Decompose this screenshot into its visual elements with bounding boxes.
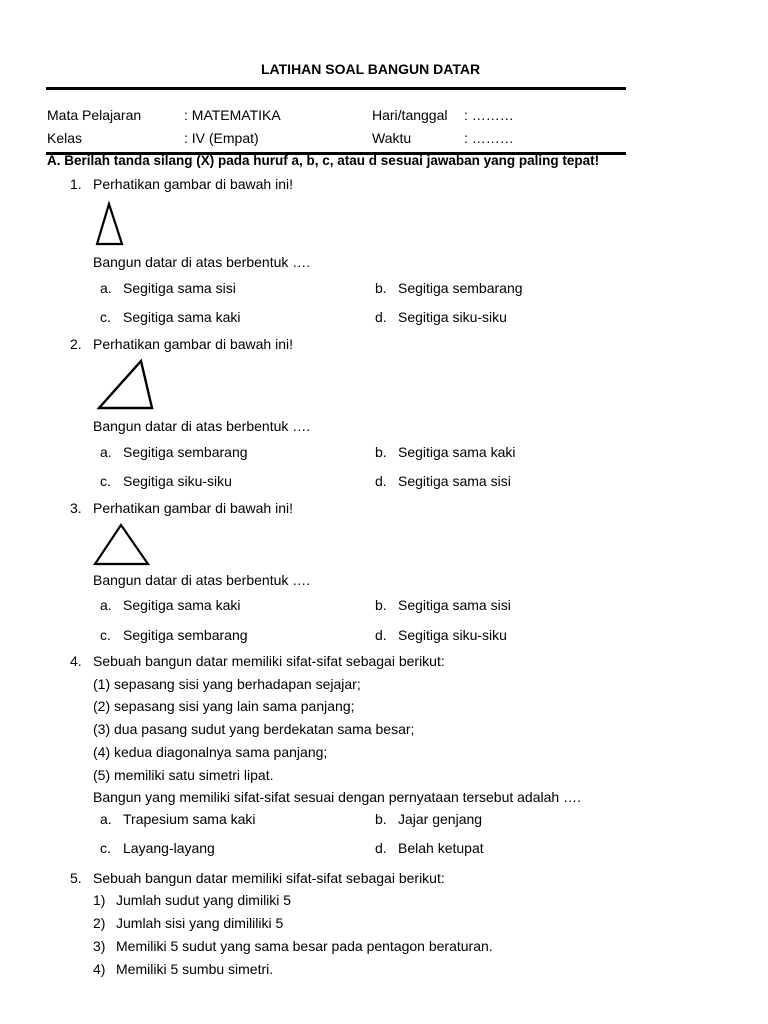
q4-stem: Bangun yang memiliki sifat-sifat sesuai dengan pernyataan tersebut adalah …. [93,789,581,805]
q3-option-c-letter[interactable]: c. [100,627,111,643]
q3-triangle-figure [93,523,151,567]
q1-option-d[interactable]: Segitiga siku-siku [398,309,507,325]
q4-option-c-letter[interactable]: c. [100,840,111,856]
section-a-instruction: A. Berilah tanda silang (X) pada huruf a, b, c, atau d sesuai jawaban yang paling tepat! [47,153,600,168]
q2-stem: Bangun datar di atas berbentuk …. [93,418,311,434]
q3-stem: Bangun datar di atas berbentuk …. [93,572,311,588]
q4-option-a-letter[interactable]: a. [100,811,112,827]
q5-property-number: 1) [93,892,106,908]
q5-property-number: 3) [93,938,106,954]
q5-property: Jumlah sudut yang dimiliki 5 [116,892,292,908]
q2-option-d-letter[interactable]: d. [375,473,387,489]
q3-option-c[interactable]: Segitiga sembarang [123,627,248,643]
q1-option-a[interactable]: Segitiga sama sisi [123,280,236,296]
q5-property-number: 4) [93,961,106,977]
q1-option-a-letter[interactable]: a. [100,280,112,296]
q4-number: 4. [70,653,82,669]
q2-text: Perhatikan gambar di bawah ini! [93,336,294,352]
q2-triangle-figure [97,359,155,411]
subject-value: : MATEMATIKA [184,107,281,123]
q5-property: Jumlah sisi yang dimililiki 5 [116,915,284,931]
q2-option-a-letter[interactable]: a. [100,444,112,460]
q2-option-c[interactable]: Segitiga siku-siku [123,473,232,489]
q1-option-b-letter[interactable]: b. [375,280,387,296]
q2-number: 2. [70,336,82,352]
q2-option-c-letter[interactable]: c. [100,473,111,489]
title-underline [46,87,626,90]
q4-property: (4) kedua diagonalnya sama panjang; [93,744,328,760]
q1-stem: Bangun datar di atas berbentuk …. [93,254,311,270]
q2-option-b-letter[interactable]: b. [375,444,387,460]
q4-option-d[interactable]: Belah ketupat [398,840,484,856]
q4-property: (5) memiliki satu simetri lipat. [93,767,274,783]
q3-option-d-letter[interactable]: d. [375,627,387,643]
q4-property: (3) dua pasang sudut yang berdekatan sama besar; [93,721,415,737]
class-label: Kelas [47,130,83,146]
q2-option-b[interactable]: Segitiga sama kaki [398,444,516,460]
q5-property-number: 2) [93,915,106,931]
q3-option-b[interactable]: Segitiga sama sisi [398,597,511,613]
q1-option-b[interactable]: Segitiga sembarang [398,280,523,296]
q1-triangle-figure [95,202,125,246]
q4-option-b[interactable]: Jajar genjang [398,811,483,827]
q5-property: Memiliki 5 sumbu simetri. [116,961,274,977]
q4-option-a[interactable]: Trapesium sama kaki [123,811,256,827]
time-value: : ……… [464,130,514,146]
date-value: : ……… [464,107,514,123]
q2-option-a[interactable]: Segitiga sembarang [123,444,248,460]
q3-text: Perhatikan gambar di bawah ini! [93,500,294,516]
q3-option-d[interactable]: Segitiga siku-siku [398,627,507,643]
q3-number: 3. [70,500,82,516]
q4-property: (2) sepasang sisi yang lain sama panjang; [93,698,355,714]
q1-text: Perhatikan gambar di bawah ini! [93,176,294,192]
subject-label: Mata Pelajaran [47,107,142,123]
q1-option-c[interactable]: Segitiga sama kaki [123,309,241,325]
q5-number: 5. [70,870,82,886]
q4-option-b-letter[interactable]: b. [375,811,387,827]
q3-option-b-letter[interactable]: b. [375,597,387,613]
q4-option-d-letter[interactable]: d. [375,840,387,856]
class-value: : IV (Empat) [184,130,259,146]
q4-property: (1) sepasang sisi yang berhadapan sejajar; [93,676,361,692]
q2-option-d[interactable]: Segitiga sama sisi [398,473,511,489]
q4-text: Sebuah bangun datar memiliki sifat-sifat sebagai berikut: [93,653,445,669]
q5-property: Memiliki 5 sudut yang sama besar pada pentagon beraturan. [116,938,493,954]
page-title: LATIHAN SOAL BANGUN DATAR [261,61,481,77]
q1-option-d-letter[interactable]: d. [375,309,387,325]
q1-number: 1. [70,176,82,192]
q5-text: Sebuah bangun datar memiliki sifat-sifat sebagai berikut: [93,870,445,886]
time-label: Waktu [372,130,412,146]
date-label: Hari/tanggal [372,107,448,123]
q1-option-c-letter[interactable]: c. [100,309,111,325]
q3-option-a-letter[interactable]: a. [100,597,112,613]
q4-option-c[interactable]: Layang-layang [123,840,215,856]
q3-option-a[interactable]: Segitiga sama kaki [123,597,241,613]
